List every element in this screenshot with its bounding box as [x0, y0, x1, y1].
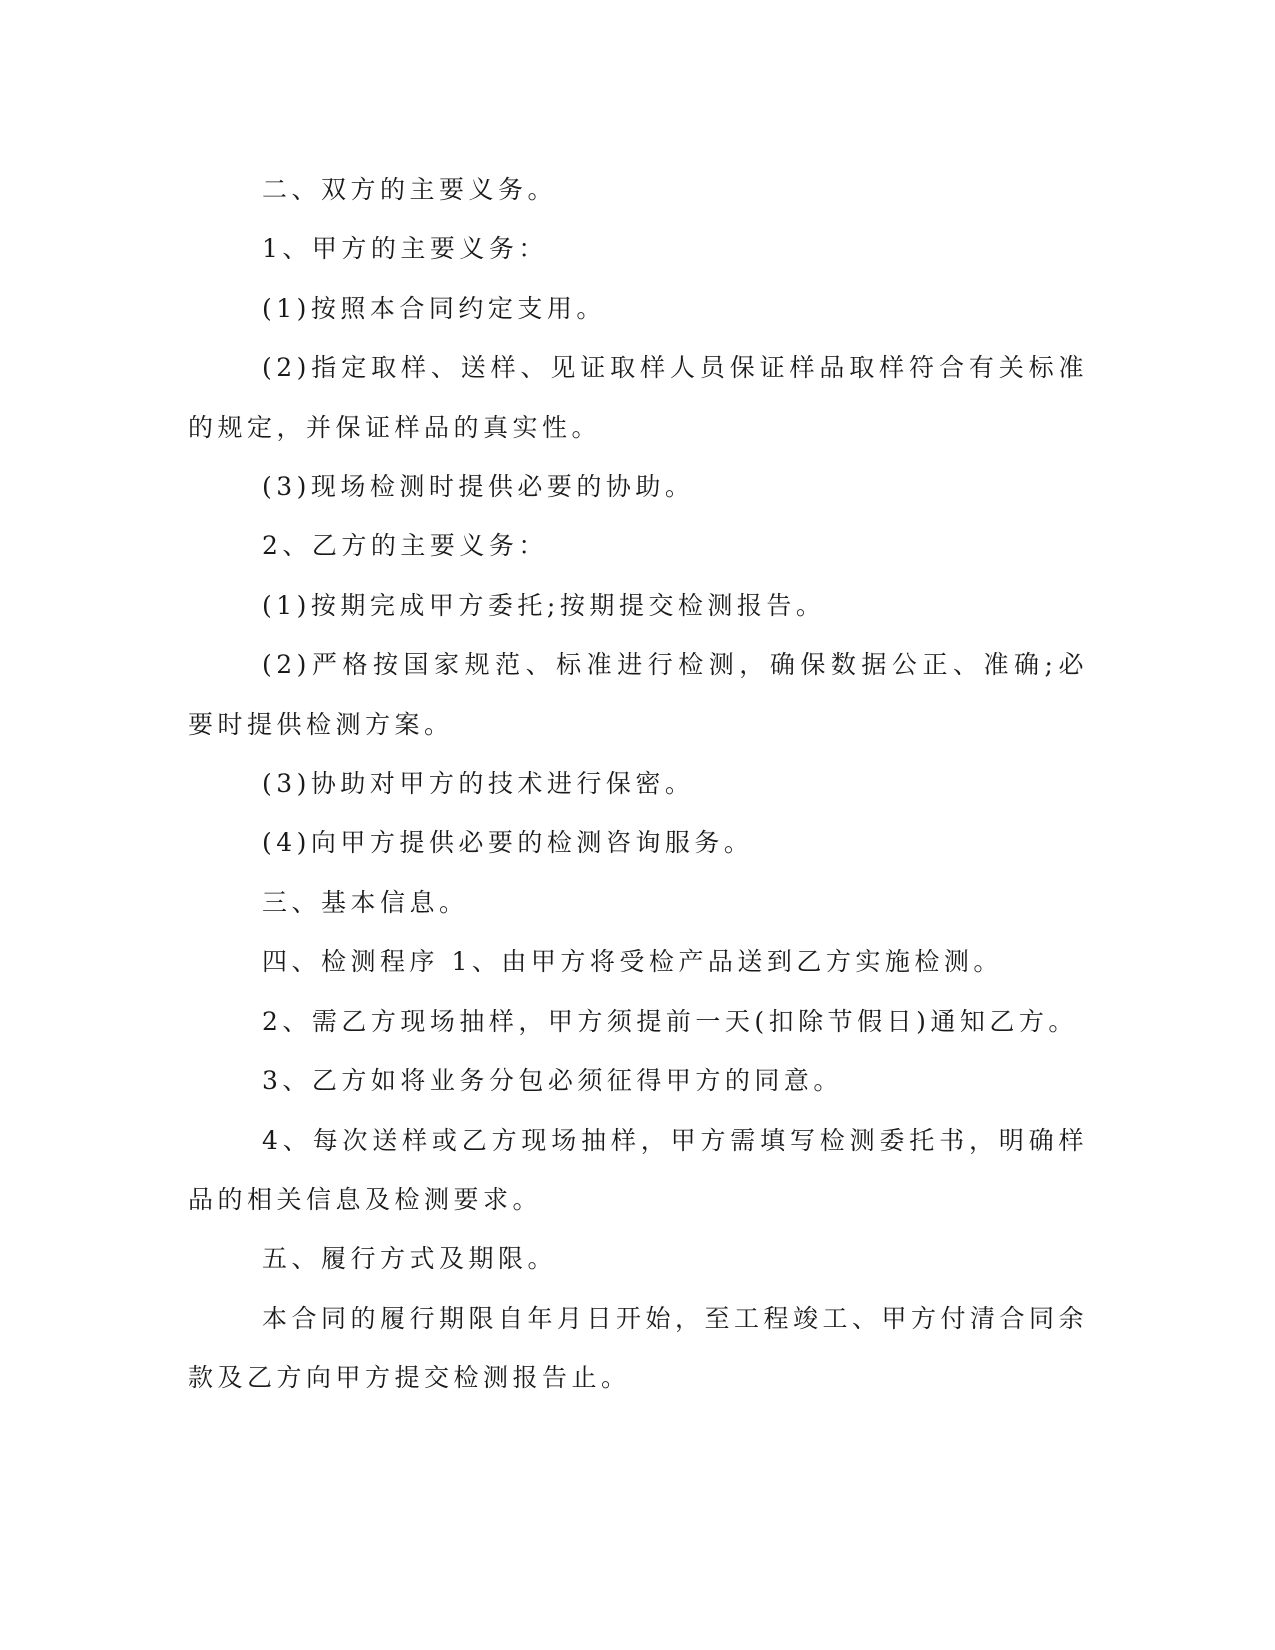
paragraph-party-a-item-1: (1)按照本合同约定支用。 [262, 293, 606, 323]
paragraph-procedure-1: 四、检测程序 1、由甲方将受检产品送到乙方实施检测。 [262, 947, 1003, 977]
paragraph-performance-term: 本合同的履行期限自年月日开始，至工程竣工、甲方付清合同余款及乙方向甲方提交检测报告止。 [188, 1303, 1089, 1393]
paragraph-party-a-obligations: 1、甲方的主要义务： [262, 234, 548, 264]
paragraph-party-b-item-4: (4)向甲方提供必要的检测咨询服务。 [262, 828, 754, 858]
paragraph-obligations-heading: 二、双方的主要义务。 [262, 175, 558, 204]
paragraph-procedure-4: 4、每次送样或乙方现场抽样，甲方需填写检测委托书，明确样品的相关信息及检测要求。 [188, 1125, 1088, 1214]
paragraph-procedure-2: 2、需乙方现场抽样，甲方须提前一天(扣除节假日)通知乙方。 [262, 1006, 1078, 1036]
paragraph-party-b-item-2: (2)严格按国家规范、标准进行检测，确保数据公正、准确;必要时提供检测方案。 [188, 650, 1088, 739]
paragraph-performance-heading: 五、履行方式及期限。 [262, 1244, 558, 1274]
paragraph-party-a-item-2: (2)指定取样、送样、见证取样人员保证样品取样符合有关标准的规定，并保证样品的真实性。 [188, 353, 1088, 442]
paragraph-procedure-3: 3、乙方如将业务分包必须征得甲方的同意。 [262, 1066, 843, 1096]
paragraph-basic-info-heading: 三、基本信息。 [262, 887, 469, 917]
document-body [188, 160, 1088, 1408]
paragraph-party-b-obligations: 2、乙方的主要义务： [262, 531, 548, 561]
paragraph-party-b-item-1: (1)按期完成甲方委托;按期提交检测报告。 [262, 590, 826, 620]
paragraph-party-a-item-3: (3)现场检测时提供必要的协助。 [262, 472, 695, 502]
paragraph-party-b-item-3: (3)协助对甲方的技术进行保密。 [262, 769, 695, 799]
